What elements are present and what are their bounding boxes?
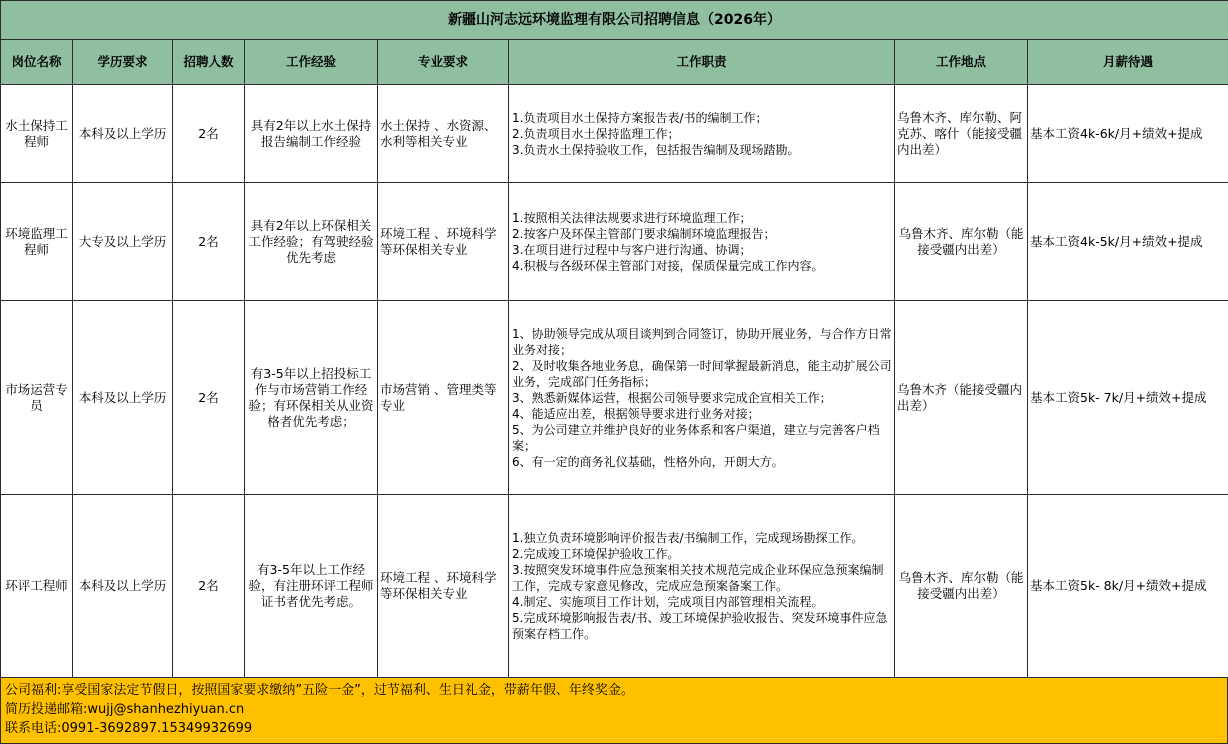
education-cell: 本科及以上学历 bbox=[73, 495, 173, 678]
sheet-title: 新疆山河志远环境监理有限公司招聘信息（2026年） bbox=[1, 1, 1228, 40]
duty-line: 5.完成环境影响报告表/书、竣工环境保护验收报告、突发环境事件应急预案存档工作。 bbox=[512, 611, 888, 641]
education-cell: 本科及以上学历 bbox=[73, 85, 173, 183]
table-row bbox=[1, 85, 1228, 183]
duty-line: 4.制定、实施项目工作计划，完成项目内部管理相关流程。 bbox=[512, 595, 824, 609]
benefits-text: 公司福利:享受国家法定节假日，按照国家要求缴纳”五险一金”，过节福利、生日礼金，带薪年假、年终奖金。 bbox=[5, 683, 634, 698]
salary-cell: 基本工资4k-5k/月+绩效+提成 bbox=[1028, 183, 1228, 301]
duty-line: 3.按照突发环境事件应急预案相关技术规范完成企业环保应急预案编制工作，完成专家意见修改，完成应急预案备案工作。 bbox=[512, 563, 884, 593]
duty-line: 4、能适应出差，根据领导要求进行业务对接； bbox=[512, 406, 760, 421]
header-major: 专业要求 bbox=[378, 40, 509, 85]
location-cell: 乌鲁木齐、库尔勒、阿克苏、喀什（能接受疆内出差） bbox=[895, 85, 1028, 183]
contact-phone: 联系电话:0991-3692897.15349932699 bbox=[5, 721, 253, 736]
duties-cell bbox=[509, 85, 895, 183]
experience-cell: 具有2年以上环保相关工作经验；有驾驶经验优先考虑 bbox=[245, 183, 378, 301]
salary-cell: 基本工资4k-6k/月+绩效+提成 bbox=[1028, 85, 1228, 183]
header-education: 学历要求 bbox=[73, 40, 173, 85]
header-count: 招聘人数 bbox=[173, 40, 245, 85]
position-cell: 环境监理工程师 bbox=[1, 183, 73, 301]
duties-cell bbox=[509, 495, 895, 678]
major-cell: 市场营销 、管理类等专业 bbox=[378, 301, 509, 495]
duty-line: 2、及时收集各地业务息，确保第一时间掌握最新消息，能主动扩展公司业务，完成部门任务指标； bbox=[512, 358, 892, 389]
count-cell: 2名 bbox=[173, 495, 245, 678]
duty-line: 3.负责水土保持验收工作，包括报告编制及现场踏勘。 bbox=[512, 142, 800, 157]
experience-cell: 有3-5年以上招投标工作与市场营销工作经验；有环保相关从业资格者优先考虑； bbox=[245, 301, 378, 495]
count-cell: 2名 bbox=[173, 183, 245, 301]
resume-email[interactable]: 简历投递邮箱:wujj@shanhezhiyuan.cn bbox=[5, 702, 245, 717]
duty-line: 4.积极与各级环保主管部门对接，保质保量完成工作内容。 bbox=[512, 258, 824, 273]
location-cell: 乌鲁木齐（能接受疆内出差） bbox=[895, 301, 1028, 495]
location-cell: 乌鲁木齐、库尔勒（能接受疆内出差） bbox=[895, 183, 1028, 301]
company-info-footer bbox=[0, 678, 1228, 744]
education-cell: 本科及以上学历 bbox=[73, 301, 173, 495]
major-cell: 水土保持 、水资源、水利等相关专业 bbox=[378, 85, 509, 183]
header-row bbox=[1, 40, 1228, 85]
education-cell: 大专及以上学历 bbox=[73, 183, 173, 301]
duty-line: 2.负责项目水土保持监理工作； bbox=[512, 126, 680, 141]
location-cell: 乌鲁木齐、库尔勒（能接受疆内出差） bbox=[895, 495, 1028, 678]
experience-cell: 具有2年以上水土保持报告编制工作经验 bbox=[245, 85, 378, 183]
table-row bbox=[1, 183, 1228, 301]
duty-line: 1.独立负责环境影响评价报告表/书编制工作，完成现场勘探工作。 bbox=[512, 531, 864, 545]
major-cell: 环境工程 、环境科学等环保相关专业 bbox=[378, 495, 509, 678]
header-duties: 工作职责 bbox=[509, 40, 895, 85]
count-cell: 2名 bbox=[173, 301, 245, 495]
salary-cell: 基本工资5k- 8k/月+绩效+提成 bbox=[1028, 495, 1228, 678]
position-cell: 水土保持工程师 bbox=[1, 85, 73, 183]
duty-line: 3.在项目进行过程中与客户进行沟通、协调； bbox=[512, 242, 752, 257]
salary-cell: 基本工资5k- 7k/月+绩效+提成 bbox=[1028, 301, 1228, 495]
header-salary: 月薪待遇 bbox=[1028, 40, 1228, 85]
header-position: 岗位名称 bbox=[1, 40, 73, 85]
count-cell: 2名 bbox=[173, 85, 245, 183]
table-row bbox=[1, 301, 1228, 495]
duties-cell bbox=[509, 183, 895, 301]
duty-line: 1.负责项目水土保持方案报告表/书的编制工作； bbox=[512, 110, 768, 125]
duty-line: 6、有一定的商务礼仪基础，性格外向，开朗大方。 bbox=[512, 454, 784, 469]
duty-line: 3、熟悉新媒体运营，根据公司领导要求完成企宣相关工作； bbox=[512, 390, 832, 405]
header-experience: 工作经验 bbox=[245, 40, 378, 85]
table-row bbox=[1, 495, 1228, 678]
position-cell: 环评工程师 bbox=[1, 495, 73, 678]
duties-cell bbox=[509, 301, 895, 495]
duty-line: 1.按照相关法律法规要求进行环境监理工作； bbox=[512, 210, 752, 225]
experience-cell: 有3-5年以上工作经验，有注册环评工程师证书者优先考虑。 bbox=[245, 495, 378, 678]
header-location: 工作地点 bbox=[895, 40, 1028, 85]
major-cell: 环境工程 、环境科学等环保相关专业 bbox=[378, 183, 509, 301]
duty-line: 1、协助领导完成从项目谈判到合同签订，协助开展业务，与合作方日常业务对接； bbox=[512, 326, 892, 357]
duty-line: 2.完成竣工环境保护验收工作。 bbox=[512, 547, 680, 561]
position-cell: 市场运营专员 bbox=[1, 301, 73, 495]
duty-line: 5、为公司建立并维护良好的业务体系和客户渠道，建立与完善客户档案； bbox=[512, 422, 880, 453]
duty-line: 2.按客户及环保主管部门要求编制环境监理报告； bbox=[512, 226, 776, 241]
